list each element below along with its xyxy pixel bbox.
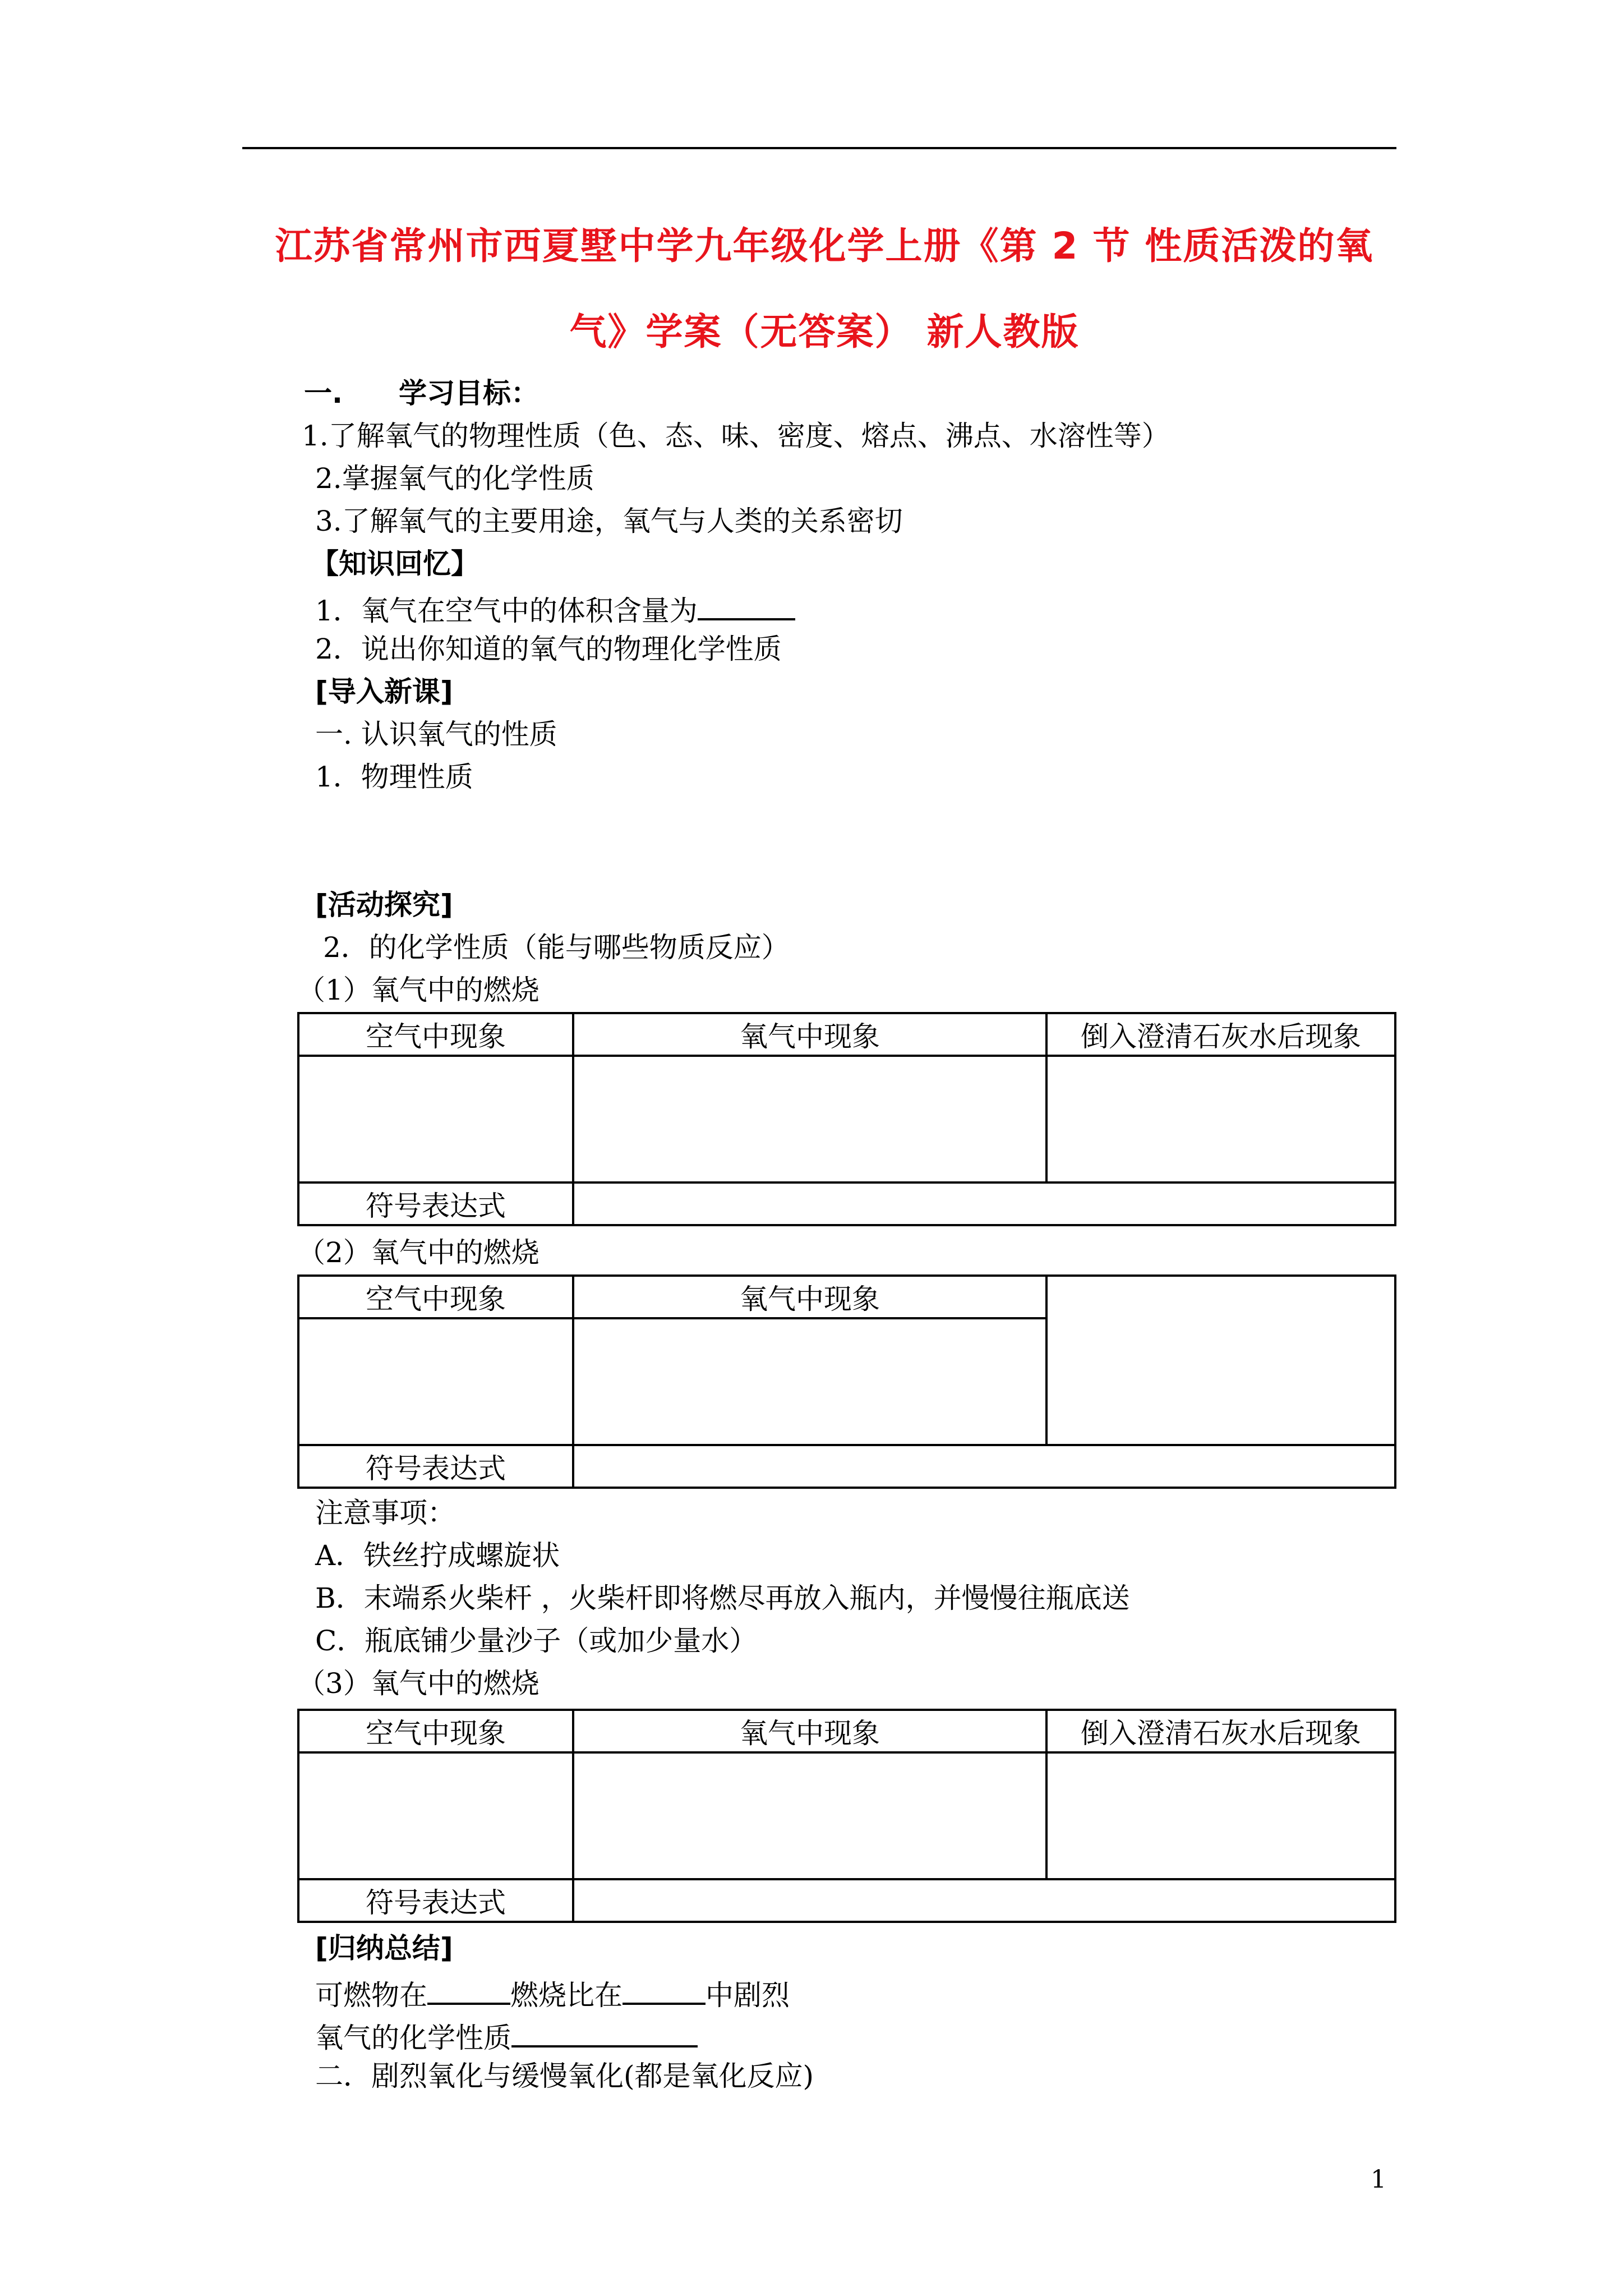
fill-blank[interactable] (427, 1977, 510, 2005)
intro-heading: [导入新课] (315, 675, 453, 708)
review-heading: 【知识回忆】 (311, 547, 479, 580)
col-air-header: 空气中现象 (298, 1013, 573, 1056)
answer-cell[interactable] (573, 1752, 1046, 1879)
summary-text: 氧气的化学性质 (315, 2022, 511, 2054)
fill-blank[interactable] (698, 592, 795, 620)
symbol-expression-label: 符号表达式 (298, 1445, 573, 1488)
summary-heading: [归纳总结] (315, 1932, 453, 1964)
objectives-heading: 一. 学习目标： (304, 377, 539, 409)
doc-title-line1: 江苏省常州市西夏墅中学九年级化学上册《第 2 节 性质活泼的氧 (275, 224, 1374, 268)
summary-line1 (315, 1977, 790, 2012)
symbol-expression-label: 符号表达式 (298, 1879, 573, 1922)
header-rule (242, 147, 1396, 149)
col-oxygen-header: 氧气中现象 (573, 1276, 1046, 1318)
activity-part3: （3）氧气中的燃烧 (297, 1667, 540, 1700)
answer-cell[interactable] (298, 1318, 573, 1445)
review-q1-text: 1．氧气在空气中的体积含量为 (315, 595, 698, 627)
answer-cell[interactable] (1046, 1276, 1395, 1445)
activity-part1: （1）氧气中的燃烧 (297, 974, 540, 1006)
col-oxygen-header: 氧气中现象 (573, 1013, 1046, 1056)
answer-cell[interactable] (298, 1056, 573, 1182)
doc-title-line2: 气》学案（无答案） 新人教版 (569, 310, 1080, 353)
objective-item: 3.了解氧气的主要用途，氧气与人类的关系密切 (315, 505, 903, 537)
activity-heading: [活动探究] (315, 889, 453, 921)
col-air-header: 空气中现象 (298, 1276, 573, 1318)
answer-cell[interactable] (298, 1752, 573, 1879)
objective-item: 1.了解氧气的物理性质（色、态、味、密度、熔点、沸点、水溶性等） (302, 420, 1170, 452)
objective-item: 2.掌握氧气的化学性质 (315, 462, 594, 495)
summary-text: 中剧烈 (706, 1979, 790, 2012)
symbol-expression-label: 符号表达式 (298, 1182, 573, 1225)
review-q2: 2．说出你知道的氧气的物理化学性质 (315, 633, 782, 665)
answer-cell[interactable] (573, 1318, 1046, 1445)
answer-cell[interactable] (573, 1879, 1395, 1922)
intro-sub1: 一. 认识氧气的性质 (315, 718, 557, 751)
col-air-header: 空气中现象 (298, 1710, 573, 1752)
fill-blank[interactable] (623, 1977, 706, 2005)
summary-text: 可燃物在 (315, 1979, 427, 2012)
fill-blank[interactable] (511, 2019, 698, 2047)
note-item: C．瓶底铺少量沙子（或加少量水） (315, 1625, 758, 1657)
observation-table-1 (297, 1012, 1396, 1226)
notes-heading: 注意事项： (315, 1497, 455, 1529)
answer-cell[interactable] (573, 1445, 1395, 1488)
col-oxygen-header: 氧气中现象 (573, 1710, 1046, 1752)
intro-sub2: 1．物理性质 (315, 761, 473, 793)
summary-line3: 二．剧烈氧化与缓慢氧化(都是氧化反应) (315, 2060, 814, 2092)
summary-line2 (315, 2019, 698, 2052)
note-item: B．末端系火柴杆 ，火柴杆即将燃尽再放入瓶内，并慢慢往瓶底送 (315, 1582, 1130, 1614)
summary-text: 燃烧比在 (510, 1979, 623, 2012)
answer-cell[interactable] (573, 1056, 1046, 1182)
col-limewater-header: 倒入澄清石灰水后现象 (1046, 1710, 1395, 1752)
page-number: 1 (1371, 2165, 1386, 2194)
answer-cell[interactable] (1046, 1056, 1395, 1182)
activity-line1: 2．的化学性质（能与哪些物质反应） (323, 931, 790, 964)
activity-part2: （2）氧气中的燃烧 (297, 1236, 540, 1269)
answer-cell[interactable] (1046, 1752, 1395, 1879)
observation-table-3 (297, 1709, 1396, 1923)
review-q1 (315, 592, 795, 625)
answer-cell[interactable] (573, 1182, 1395, 1225)
col-limewater-header: 倒入澄清石灰水后现象 (1046, 1013, 1395, 1056)
note-item: A．铁丝拧成螺旋状 (315, 1539, 560, 1572)
observation-table-2 (297, 1274, 1396, 1489)
